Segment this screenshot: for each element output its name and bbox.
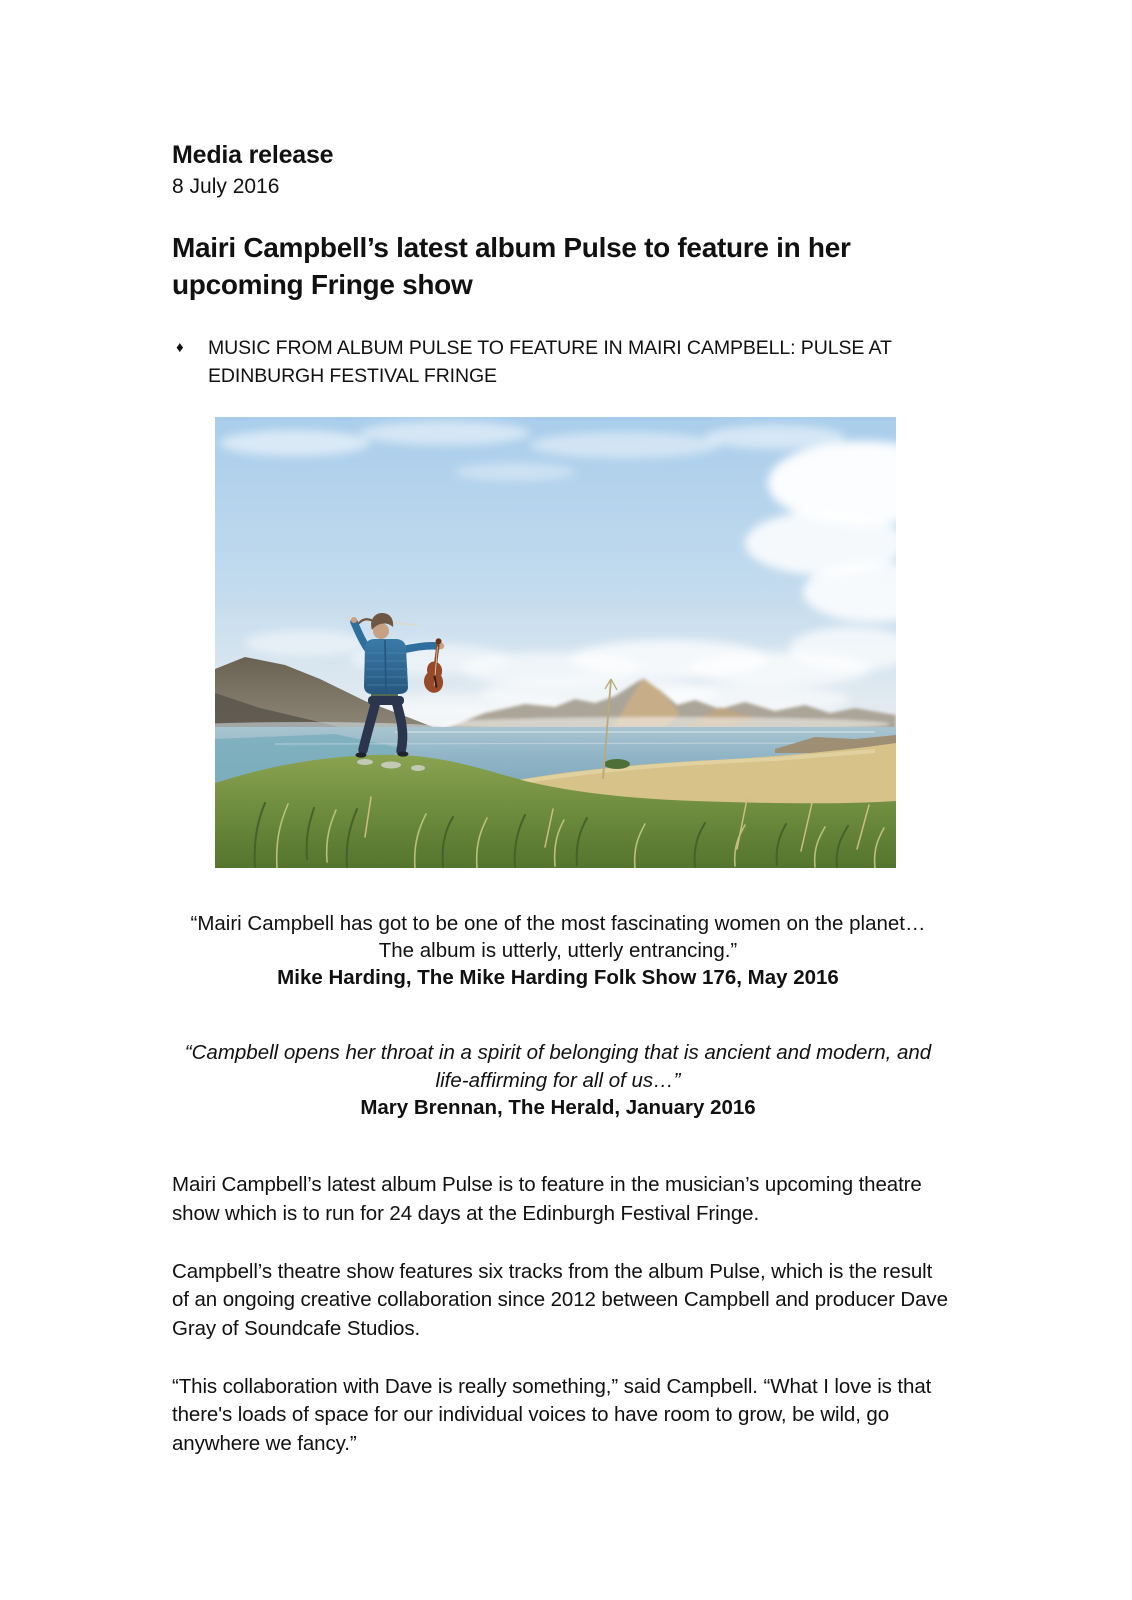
document-type-label: Media release — [172, 141, 334, 169]
key-point-bullet — [172, 334, 944, 391]
body-paragraph: Mairi Campbell’s latest album Pulse is to feature in the musician’s upcoming theatre show which is to run for 24 days at the Edinburgh Festival Fringe. — [172, 1173, 922, 1225]
document-content — [172, 140, 962, 1488]
quote-attribution: Mike Harding, The Mike Harding Folk Show 176, May 2016 — [277, 966, 839, 990]
quote-text: “Mairi Campbell has got to be one of the most fascinating women on the planet… The album is utterly, utterly entrancing.” — [190, 911, 926, 962]
quote-attribution: Mary Brennan, The Herald, January 2016 — [360, 1095, 756, 1119]
body-copy — [172, 1171, 950, 1459]
press-quote — [172, 910, 944, 992]
body-paragraph: “This collaboration with Dave is really something,” said Campbell. “What I love is that there's loads of space for our individual voices to have room to grow, be wild, go anywhere we fancy.” — [172, 1374, 932, 1456]
diamond-bullet-icon: ♦ — [176, 339, 184, 357]
press-photo — [215, 417, 896, 868]
press-quote — [172, 1039, 944, 1121]
headline: Mairi Campbell’s latest album Pulse to feature in her upcoming Fringe show — [172, 232, 851, 301]
body-paragraph: Campbell’s theatre show features six tracks from the album Pulse, which is the result of an ongoing creative collaboration since 2012 between Campbell and producer Dave Gray of Soundcafe Studios. — [172, 1259, 948, 1340]
quote-text: “Campbell opens her throat in a spirit of belonging that is ancient and modern, and life-affirming for all of us…” — [184, 1041, 932, 1092]
key-point-text: MUSIC FROM ALBUM PULSE TO FEATURE IN MAIRI CAMPBELL: PULSE AT EDINBURGH FESTIVAL FRINGE — [208, 337, 892, 388]
press-photo-illustration — [215, 417, 896, 868]
release-date: 8 July 2016 — [172, 175, 280, 198]
